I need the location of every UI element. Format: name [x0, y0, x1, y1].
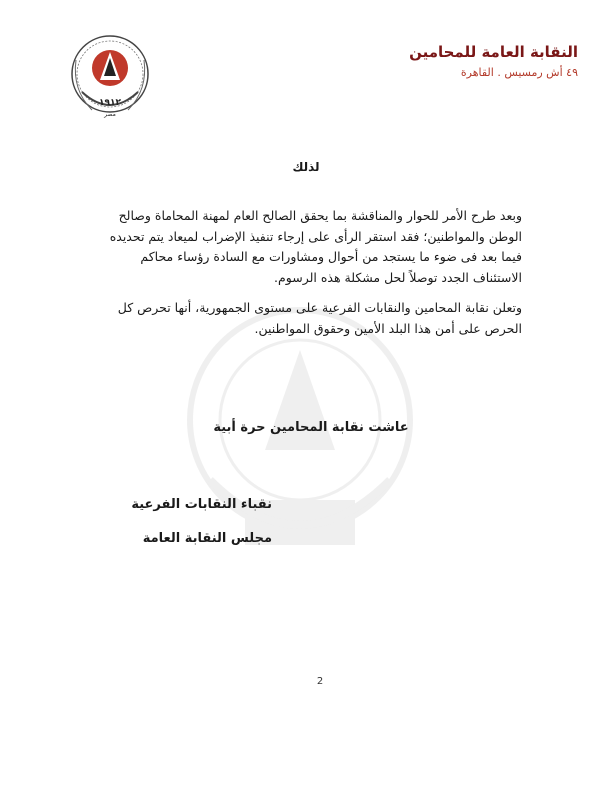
page-number: 2 — [316, 676, 324, 687]
logo-year: ١٩١٢ — [99, 98, 121, 108]
section-heading: لذلك — [292, 160, 320, 174]
closing-slogan: عاشت نقابة المحامين حرة أبية — [213, 420, 409, 435]
letterhead — [338, 42, 578, 81]
organization-address: ٤٩ أش رمسيس . القاهرة — [460, 66, 578, 79]
signature-block — [72, 488, 272, 556]
logo-country: مصر — [104, 111, 116, 118]
signature-line: نقباء النقابات الفرعية — [131, 497, 272, 512]
paragraph: وتعلن نقابة المحامين والنقابات الفرعية على مستوى الجمهورية، أنها تحرص كل الحرص على أمن هذا البلد الأمين وحقوق المواطنين. — [117, 300, 522, 336]
syndicate-emblem-logo — [62, 30, 158, 126]
paragraph: وبعد طرح الأمر للحوار والمناقشة بما يحقق الصالح العام لمهنة المحاماة وصالح الوطن والمواطنين؛ فقد استقر الرأى على إرجاء تنفيذ الإضراب لميعاد يتم تحديده فيما بعد فى ضوء ما يستجد من أحوال ومشاورات مع السادة رؤساء محاكم الاستئناف الجدد توصلاً لحل مشكلة هذه الرسوم. — [109, 208, 522, 285]
signature-line: مجلس النقابة العامة — [142, 531, 272, 546]
body-text — [90, 206, 522, 349]
organization-name: النقابة العامة للمحامين — [409, 43, 578, 61]
